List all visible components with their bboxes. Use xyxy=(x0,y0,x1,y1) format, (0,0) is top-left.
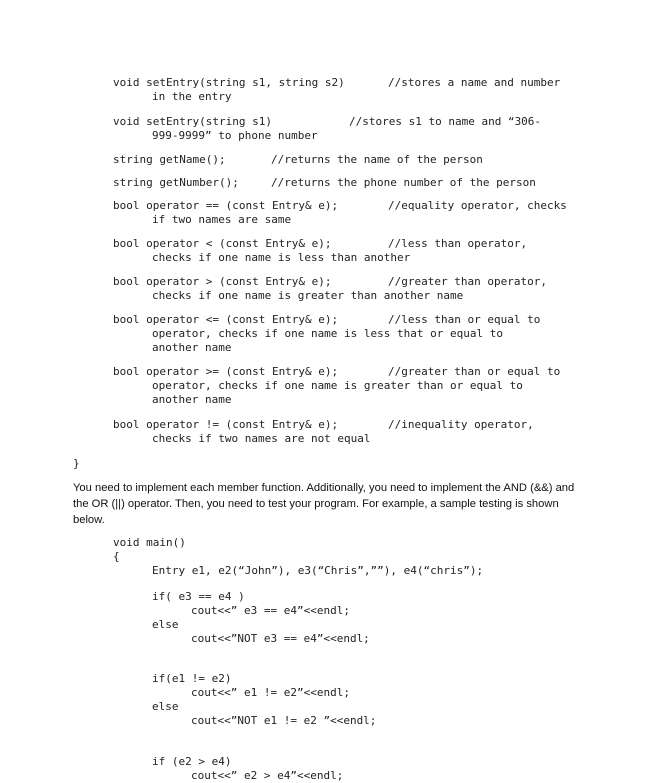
if-statement: if( e3 == e4 ) xyxy=(152,590,245,603)
comment-continuation: operator, checks if one name is greater than or equal to xyxy=(152,379,523,392)
comment-continuation: in the entry xyxy=(152,90,232,103)
cout-statement: cout<<”NOT e3 == e4”<<endl; xyxy=(191,632,370,645)
cout-statement: cout<<” e1 != e2”<<endl; xyxy=(191,686,350,699)
declaration-comment: //stores s1 to name and “306- xyxy=(349,115,542,128)
declaration-comment: //less than operator, xyxy=(388,237,528,250)
else-statement: else xyxy=(152,700,179,713)
comment-continuation: checks if one name is less than another xyxy=(152,251,411,264)
declaration-comment: //greater than operator, xyxy=(388,275,547,288)
main-open-brace: { xyxy=(113,550,120,563)
paragraph-line: the OR (||) operator. Then, you need to test your program. For example, a sample testing is shown xyxy=(73,498,559,510)
cout-statement: cout<<” e2 > e4”<<endl; xyxy=(191,769,344,782)
declaration-code: bool operator != (const Entry& e); xyxy=(113,418,339,431)
main-header: void main() xyxy=(113,536,186,549)
instructions-paragraph xyxy=(73,480,574,528)
paragraph-line: below. xyxy=(73,514,105,526)
comment-continuation: another name xyxy=(152,393,232,406)
declaration-code: string getNumber(); xyxy=(113,176,239,189)
declaration-comment: //equality operator, checks xyxy=(388,199,567,212)
comment-continuation: checks if one name is greater than another name xyxy=(152,289,464,302)
cout-statement: cout<<” e3 == e4”<<endl; xyxy=(191,604,350,617)
comment-continuation: checks if two names are not equal xyxy=(152,432,371,445)
declaration-comment: //returns the phone number of the person xyxy=(271,176,536,189)
declaration-code: bool operator > (const Entry& e); xyxy=(113,275,332,288)
comment-continuation: 999-9999” to phone number xyxy=(152,129,318,142)
declaration-code: bool operator < (const Entry& e); xyxy=(113,237,332,250)
declaration-code: void setEntry(string s1, string s2) xyxy=(113,76,345,89)
comment-continuation: if two names are same xyxy=(152,213,292,226)
declaration-code: string getName(); xyxy=(113,153,226,166)
declaration-comment: //greater than or equal to xyxy=(388,365,561,378)
paragraph-line: You need to implement each member function. Additionally, you need to implement the AND (&&) and xyxy=(73,482,575,494)
declaration-code: bool operator >= (const Entry& e); xyxy=(113,365,339,378)
declaration-comment: //inequality operator, xyxy=(388,418,534,431)
if-statement: if (e2 > e4) xyxy=(152,755,232,768)
declaration-code: bool operator <= (const Entry& e); xyxy=(113,313,339,326)
declaration-comment: //returns the name of the person xyxy=(271,153,483,166)
entry-declaration-line: Entry e1, e2(“John”), e3(“Chris”,””), e4(“chris”); xyxy=(152,564,484,577)
declaration-code: bool operator == (const Entry& e); xyxy=(113,199,339,212)
comment-continuation: operator, checks if one name is less that or equal to xyxy=(152,327,503,340)
if-statement: if(e1 != e2) xyxy=(152,672,232,685)
declaration-comment: //less than or equal to xyxy=(388,313,541,326)
declaration-comment: //stores a name and number xyxy=(388,76,561,89)
closing-brace: } xyxy=(73,457,80,470)
declaration-code: void setEntry(string s1) xyxy=(113,115,272,128)
cout-statement: cout<<”NOT e1 != e2 ”<<endl; xyxy=(191,714,377,727)
comment-continuation: another name xyxy=(152,341,232,354)
else-statement: else xyxy=(152,618,179,631)
